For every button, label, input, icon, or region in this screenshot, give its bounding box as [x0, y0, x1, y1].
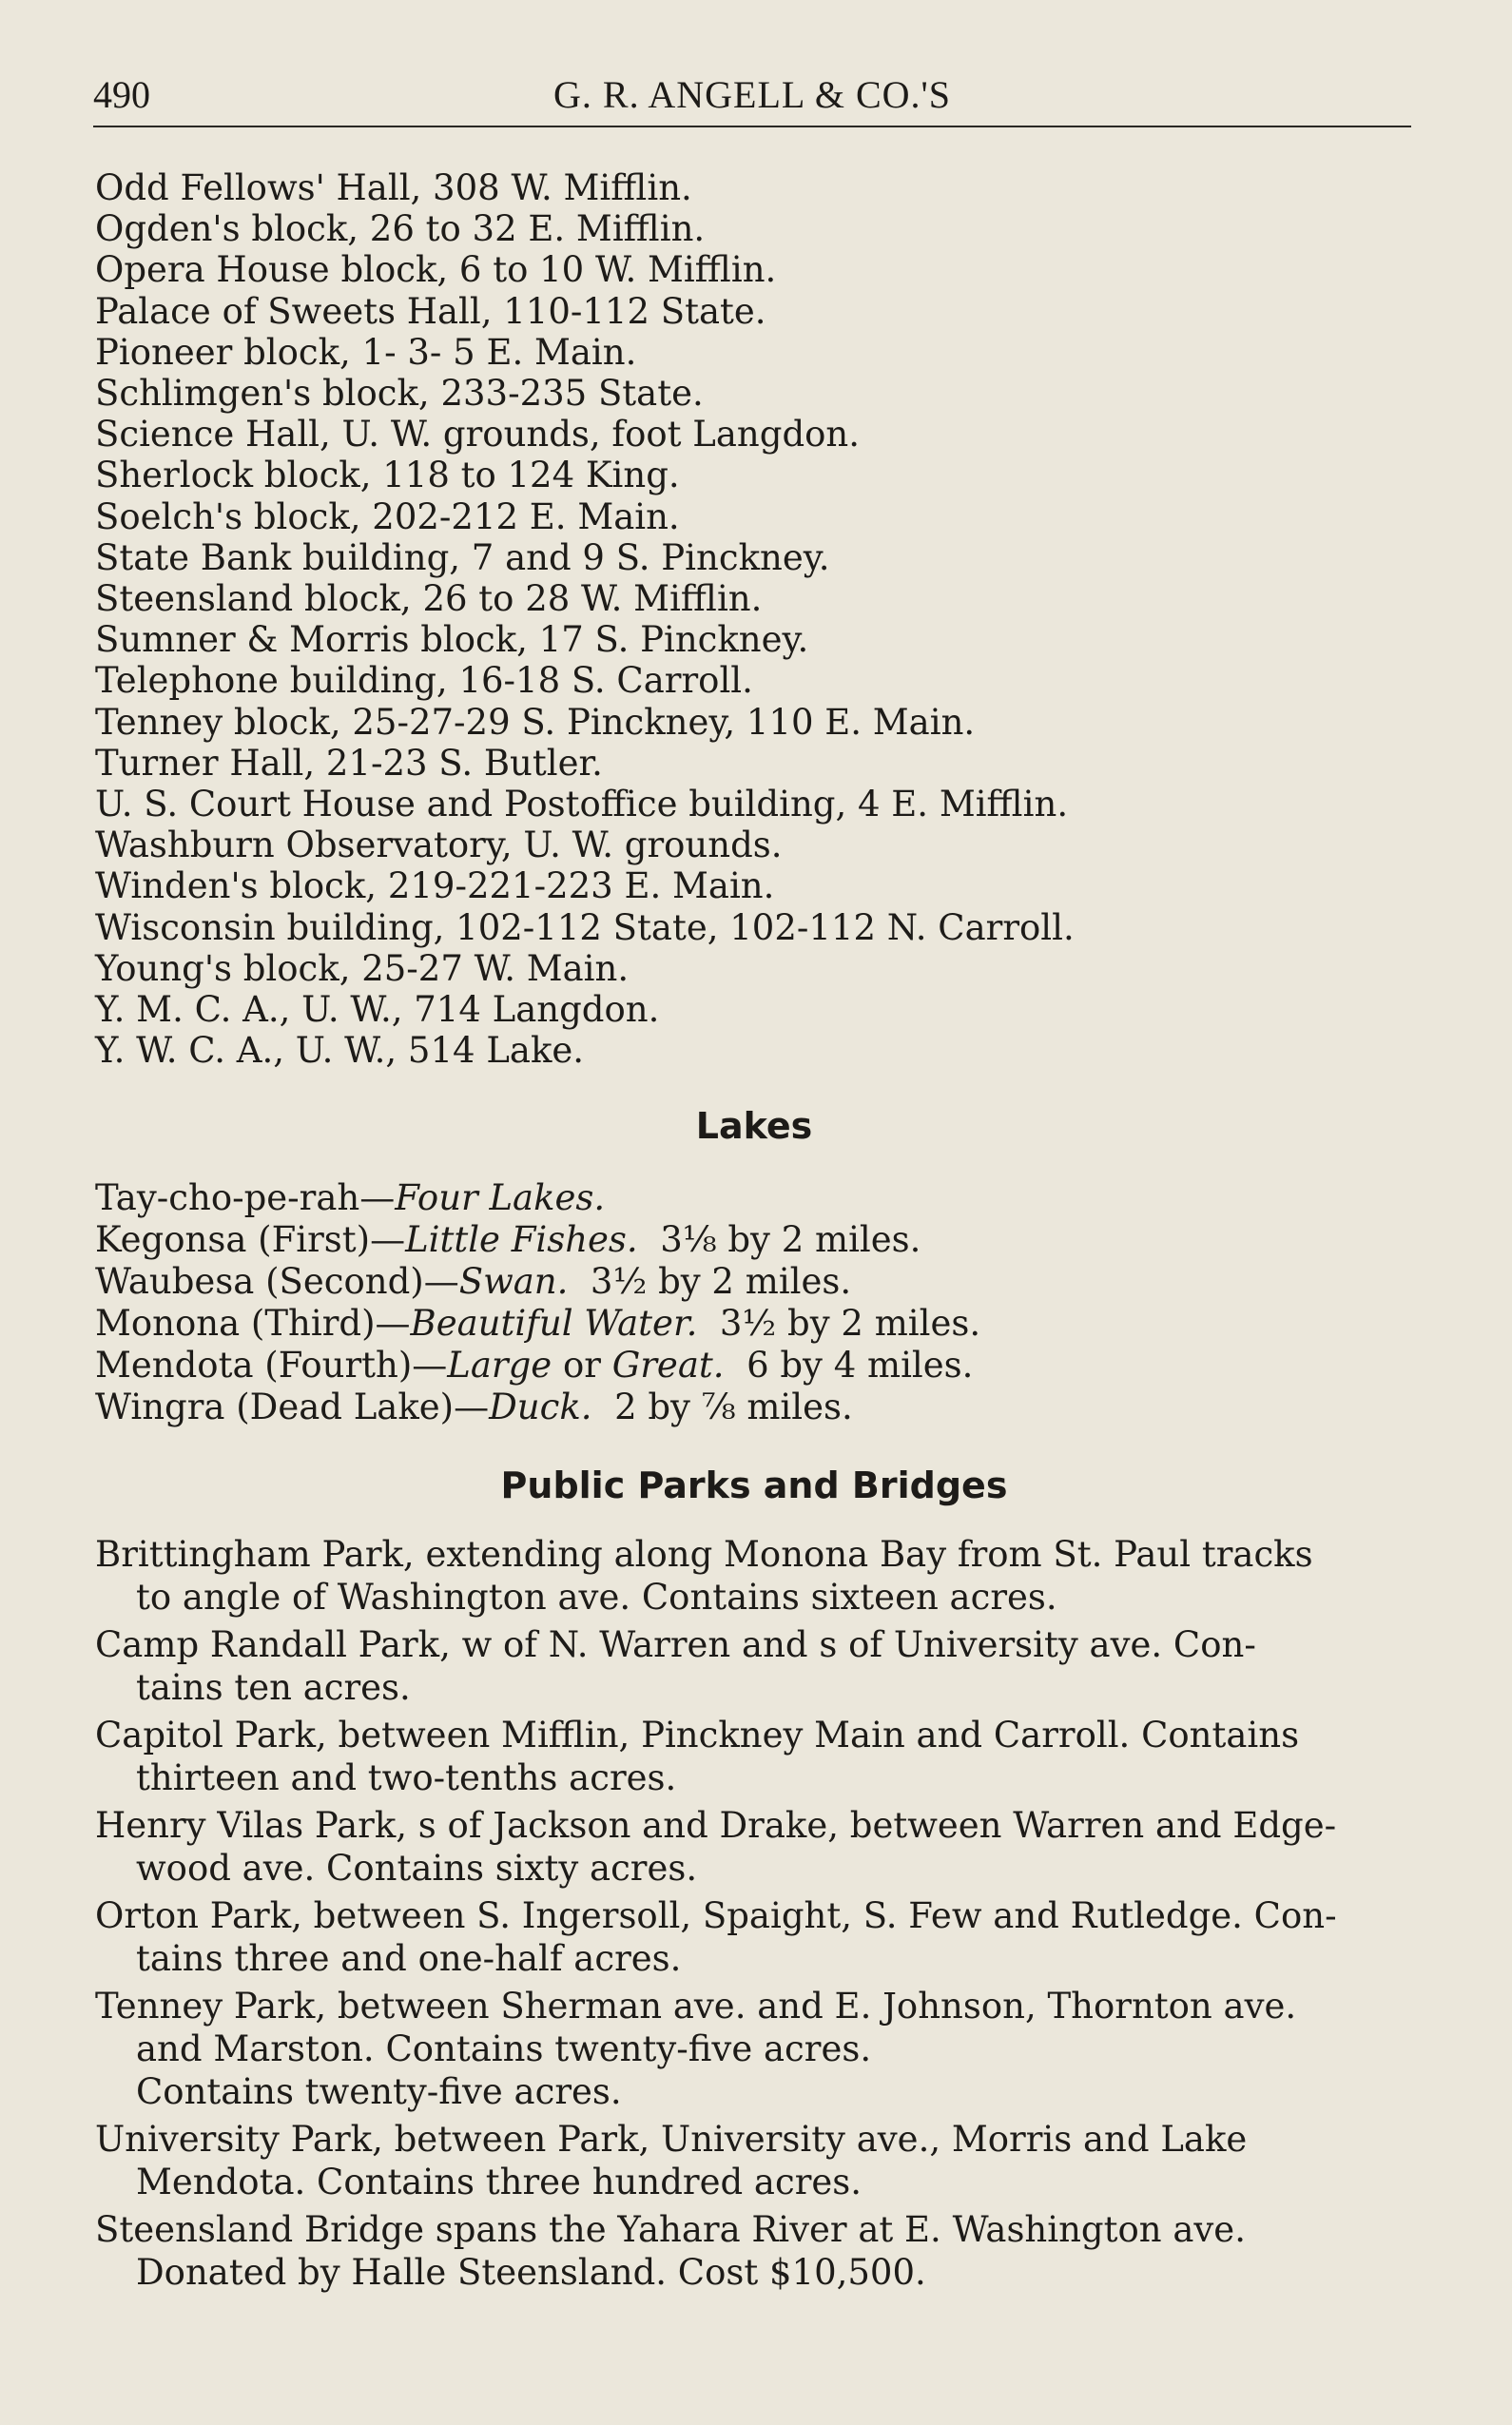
building-item: Winden's block, 219-221-223 E. Main.	[95, 865, 775, 907]
building-item: Pioneer block, 1- 3- 5 E. Main.	[95, 331, 637, 373]
park-entry-first-line: Camp Randall Park, w of N. Warren and s of University ave. Con-	[95, 1624, 1256, 1665]
park-entry-first-line: Capitol Park, between Mifflin, Pinckney Main and Carroll. Contains	[95, 1715, 1300, 1756]
building-item: Science Hall, U. W. grounds, foot Langdon.	[95, 414, 860, 456]
lake-meaning: Swan.	[458, 1261, 569, 1302]
park-entry-continuation: Mendota. Contains three hundred acres.	[136, 2162, 863, 2202]
park-entry-continuation: wood ave. Contains sixty acres.	[136, 1848, 698, 1889]
park-entry-first-line: University Park, between Park, University ave., Morris and Lake	[95, 2119, 1248, 2160]
lake-name: Wingra (Dead Lake)—	[95, 1387, 490, 1427]
building-item: Opera House block, 6 to 10 W. Mifflin.	[95, 249, 777, 291]
lake-name: Mendota (Fourth)—	[95, 1345, 448, 1386]
lake-conjunction: or	[552, 1345, 612, 1386]
park-entry-continuation: and Marston. Contains twenty-five acres.	[136, 2028, 872, 2069]
building-item: Telephone building, 16-18 S. Carroll.	[95, 660, 753, 702]
park-entry-first-line: Tenney Park, between Sherman ave. and E. Johnson, Thornton ave.	[95, 1986, 1297, 2027]
building-item: Wisconsin building, 102-112 State, 102-112 N. Carroll.	[95, 906, 1075, 948]
building-item: Tenney block, 25-27-29 S. Pinckney, 110 E. Main.	[95, 701, 976, 743]
lake-meaning-alt: Great.	[611, 1345, 725, 1386]
lake-row	[95, 1261, 1417, 1303]
lake-name: Monona (Third)—	[95, 1303, 411, 1344]
lake-size: 3½ by 2 miles.	[719, 1303, 981, 1344]
building-item: Y. M. C. A., U. W., 714 Langdon.	[95, 989, 660, 1031]
park-entry-continuation: tains three and one-half acres.	[136, 1938, 682, 1979]
running-header	[93, 72, 1411, 127]
building-item: Turner Hall, 21-23 S. Butler.	[95, 742, 603, 784]
building-item: Young's block, 25-27 W. Main.	[95, 947, 630, 989]
lakes-list	[95, 1177, 1417, 1428]
lake-row	[95, 1303, 1417, 1345]
building-item: Sherlock block, 118 to 124 King.	[95, 455, 680, 496]
building-item: Washburn Observatory, U. W. grounds.	[95, 824, 783, 866]
park-entry-continuation: to angle of Washington ave. Contains sixteen acres.	[136, 1577, 1057, 1618]
park-entry	[95, 1623, 1413, 1709]
lake-row	[95, 1219, 1417, 1261]
park-entry-first-line: Steensland Bridge spans the Yahara River at E. Washington ave.	[95, 2209, 1246, 2250]
lake-name: Kegonsa (First)—	[95, 1219, 406, 1260]
lake-row	[95, 1387, 1417, 1428]
park-entry-first-line: Orton Park, between S. Ingersoll, Spaight, S. Few and Rutledge. Con-	[95, 1895, 1337, 1936]
lake-size: 2 by ⅞ miles.	[614, 1387, 853, 1427]
park-entry-continuation: Contains twenty-five acres.	[136, 2071, 622, 2112]
park-entry-continuation: Donated by Halle Steensland. Cost $10,500.	[136, 2252, 926, 2293]
buildings-list	[95, 167, 1417, 1071]
building-item: Y. W. C. A., U. W., 514 Lake.	[95, 1030, 585, 1072]
building-item: Sumner & Morris block, 17 S. Pinckney.	[95, 619, 809, 661]
lake-row	[95, 1177, 1417, 1219]
lake-meaning: Little Fishes.	[405, 1219, 638, 1260]
park-entry-continuation: thirteen and two-tenths acres.	[136, 1757, 677, 1798]
building-item: U. S. Court House and Postoffice building, 4 E. Mifflin.	[95, 784, 1069, 825]
building-item: State Bank building, 7 and 9 S. Pinckney.	[95, 536, 830, 578]
lakes-heading: Lakes	[695, 1105, 813, 1147]
park-entry	[95, 2118, 1413, 2203]
park-entry	[95, 1894, 1413, 1980]
bridge-entry	[95, 2208, 1413, 2294]
page-number: 490	[93, 73, 150, 116]
parks-list	[95, 1533, 1413, 2299]
lake-size: 6 by 4 miles.	[746, 1345, 974, 1386]
park-entry	[95, 1714, 1413, 1799]
publisher-title: G. R. ANGELL & CO.'S	[553, 73, 951, 116]
building-item: Ogden's block, 26 to 32 E. Mifflin.	[95, 208, 706, 250]
lake-meaning: Duck.	[489, 1387, 592, 1427]
lake-name: Waubesa (Second)—	[95, 1261, 459, 1302]
building-item: Palace of Sweets Hall, 110-112 State.	[95, 290, 766, 332]
parks-heading: Public Parks and Bridges	[500, 1465, 1008, 1506]
lake-row	[95, 1345, 1417, 1387]
park-entry-first-line: Brittingham Park, extending along Monona Bay from St. Paul tracks	[95, 1534, 1313, 1575]
park-entry-first-line: Henry Vilas Park, s of Jackson and Drake, between Warren and Edge-	[95, 1805, 1337, 1846]
lake-size: 3⅛ by 2 miles.	[660, 1219, 921, 1260]
building-item: Steensland block, 26 to 28 W. Mifflin.	[95, 578, 763, 620]
lake-size: 3½ by 2 miles.	[590, 1261, 852, 1302]
building-item: Soelch's block, 202-212 E. Main.	[95, 495, 680, 537]
park-entry	[95, 1985, 1413, 2113]
park-entry	[95, 1533, 1413, 1619]
building-item: Odd Fellows' Hall, 308 W. Mifflin.	[95, 167, 692, 208]
lake-meaning: Large	[447, 1345, 552, 1386]
lake-meaning: Four Lakes.	[395, 1177, 606, 1218]
park-entry	[95, 1804, 1413, 1890]
lake-meaning: Beautiful Water.	[410, 1303, 698, 1344]
lake-name: Tay-cho-pe-rah—	[95, 1177, 396, 1218]
park-entry-continuation: tains ten acres.	[136, 1667, 411, 1708]
building-item: Schlimgen's block, 233-235 State.	[95, 373, 704, 415]
